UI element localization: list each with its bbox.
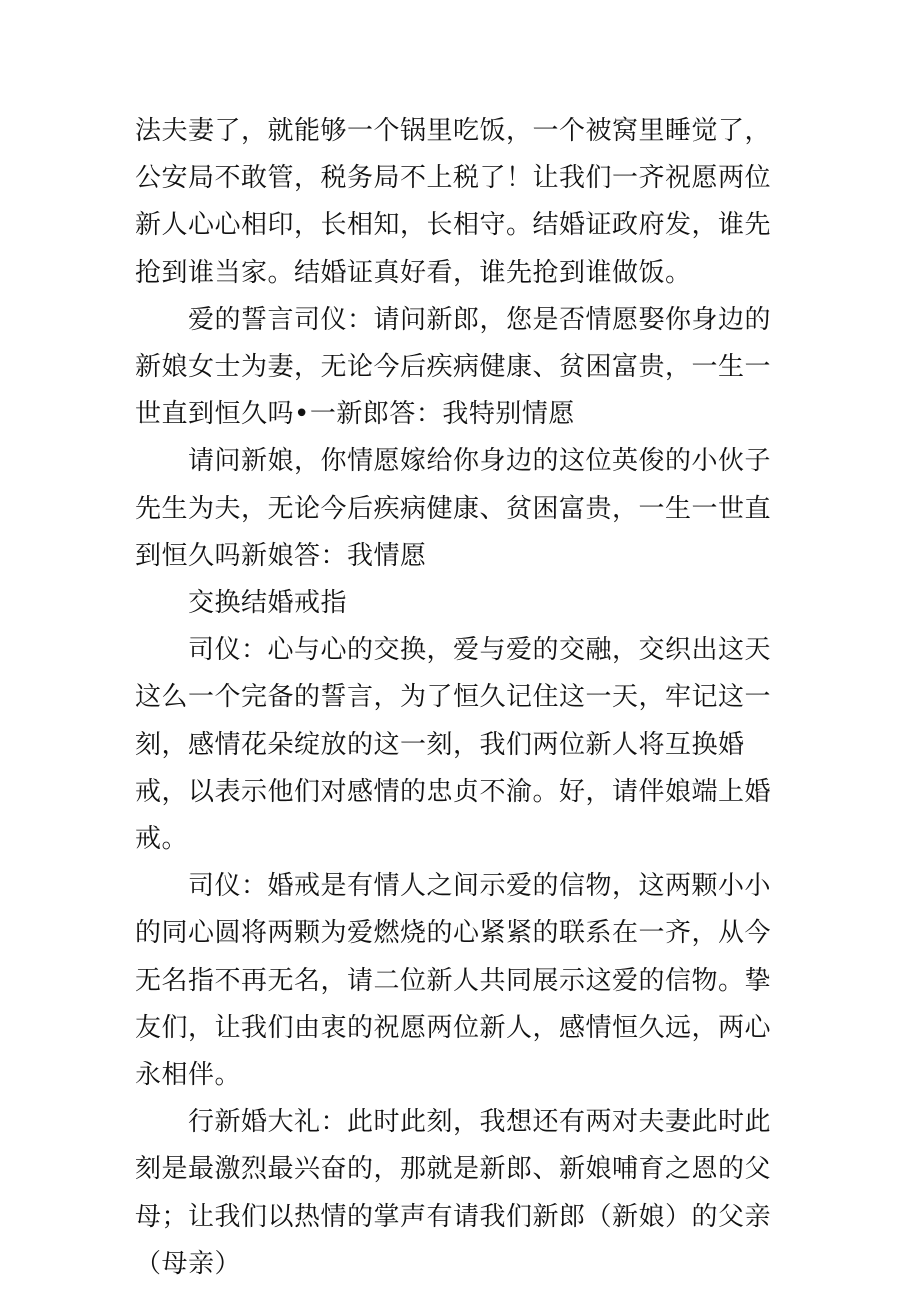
paragraph-ring-exchange-intro: 司仪：心与心的交换，爱与爱的交融，交织出这天这么一个完备的誓言，为了恒久记住这一天，牢记这一刻，感情花朵绽放的这一刻，我们两位新人将互换婚戒，以表示他们对感情的忠贞不渝。好，请伴娘端上婚戒。: [135, 635, 772, 855]
paragraph-parents-ceremony: 行新婚大礼：此时此刻，我想还有两对夫妻此时此刻是最激烈最兴奋的，那就是新郎、新娘哺育之恩的父母；让我们以热情的掌声有请我们新郎（新娘）的父亲（母亲）: [135, 1107, 772, 1279]
paragraph-groom-vow: 爱的誓言司仪：请问新郎，您是否情愿娶你身边的新娘女士为妻，无论今后疾病健康、贫困富贵，一生一世直到恒久吗•一新郎答：我特别情愿: [135, 304, 772, 430]
paragraph-wedding-blessing: 法夫妻了，就能够一个锅里吃饭，一个被窝里睡觉了，公安局不敢管，税务局不上税了！让我们一齐祝愿两位新人心心相印，长相知，长相守。结婚证政府发，谁先抢到谁当家。结婚证真好看，谁先抢到谁做饭。: [135, 116, 772, 288]
document-body: [135, 108, 790, 1288]
section-heading-ring-exchange: 交换结婚戒指: [188, 588, 348, 619]
paragraph-bride-vow: 请问新娘，你情愿嫁给你身边的这位英俊的小伙子先生为夫，无论今后疾病健康、贫困富贵，一生一世直到恒久吗新娘答：我情愿: [135, 446, 772, 571]
paragraph-ring-meaning: 司仪：婚戒是有情人之间示爱的信物，这两颗小小的同心圆将两颗为爱燃烧的心紧紧的联系在一齐，从今无名指不再无名，请二位新人共同展示这爱的信物。挚友们，让我们由衷的祝愿两位新人，感情恒久远，两心永相伴。: [135, 871, 772, 1091]
